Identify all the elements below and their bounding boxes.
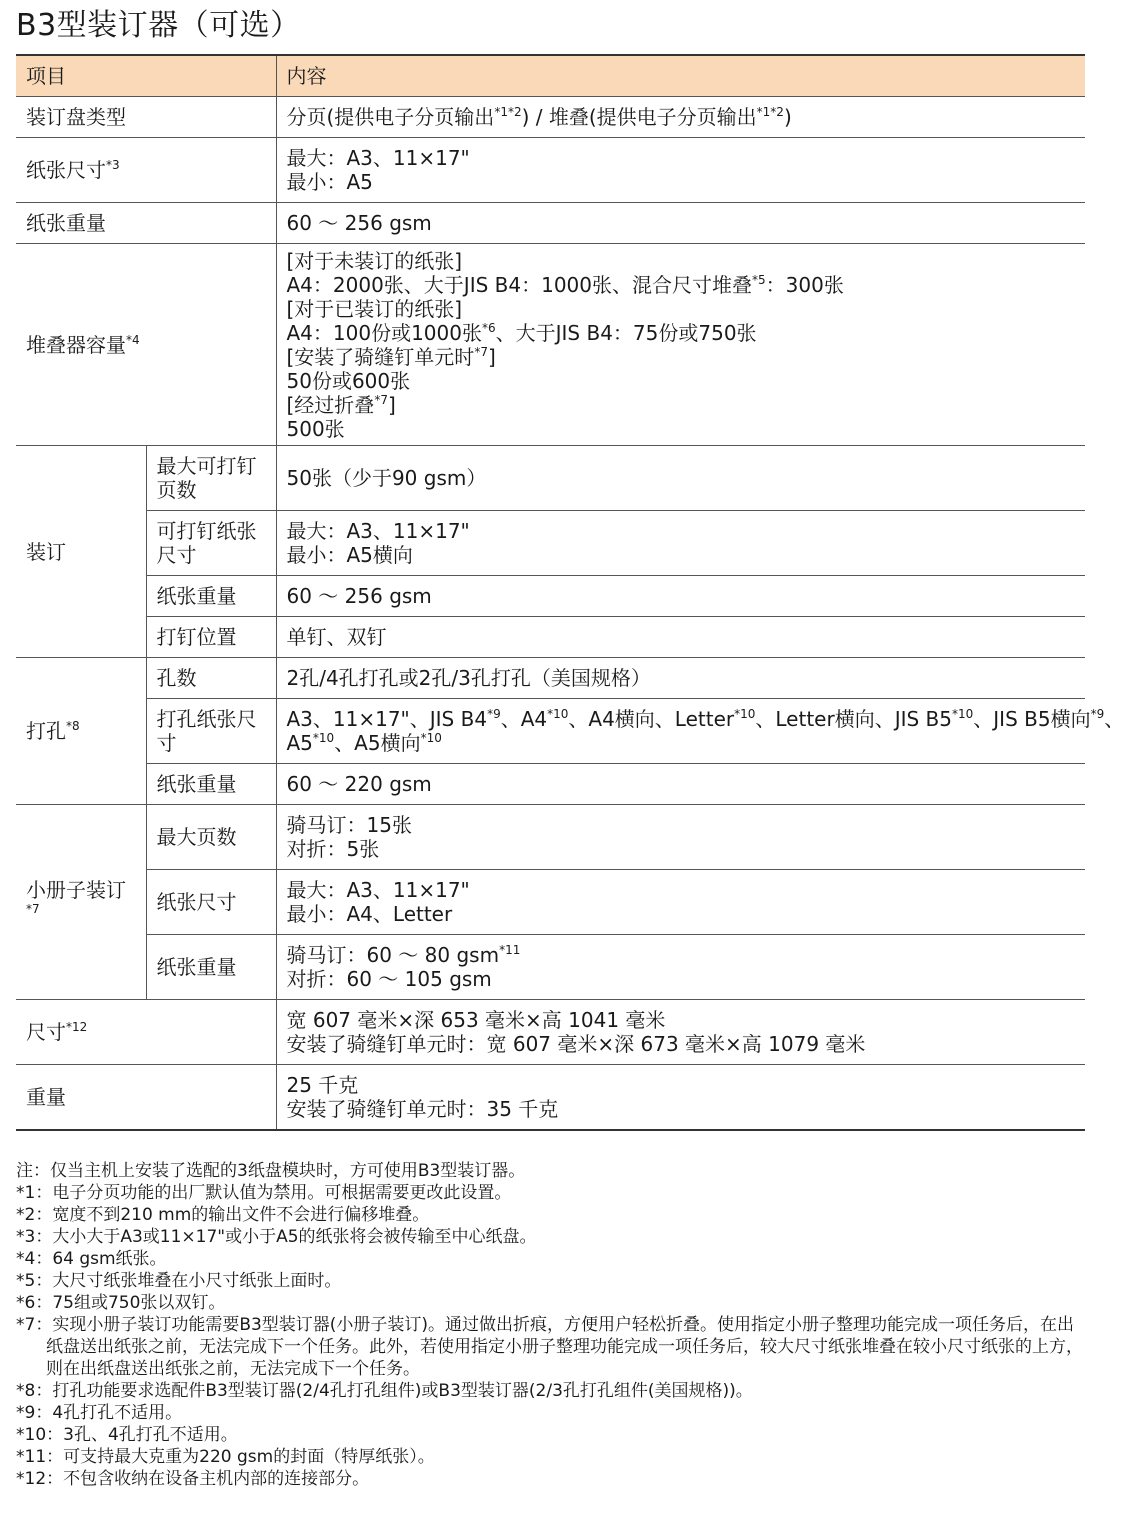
footnote: *10：3孔、4孔打孔不适用。 <box>16 1425 238 1445</box>
table-row <box>16 511 1085 576</box>
table-row <box>16 1000 1085 1065</box>
stapling-weight-label: 纸张重量 <box>146 576 276 617</box>
stapling-size-label: 可打钉纸张尺寸 <box>146 511 276 576</box>
tray-type-label: 装订盘类型 <box>16 97 276 138</box>
footnote: *2：宽度不到210 mm的输出文件不会进行偏移堆叠。 <box>16 1205 430 1225</box>
stapling-max-sheets-value: 50张（少于90 gsm） <box>276 446 1085 511</box>
punch-size-label: 打孔纸张尺寸 <box>146 699 276 764</box>
header-content: 内容 <box>276 55 1085 97</box>
header-item: 项目 <box>16 55 276 97</box>
footnote: *4：64 gsm纸张。 <box>16 1249 167 1269</box>
footnote: *9：4孔打孔不适用。 <box>16 1403 183 1423</box>
table-row <box>16 446 1085 511</box>
stacker-value: [对于未装订的纸张] A4：2000张、大于JIS B4：1000张、混合尺寸堆叠$^{*5}$：300张 [对于已装订的纸张] A4：100份或1000张$^{*6}$、大于JIS B4：75份或750张 [安装了骑缝钉单元时$^{*7}$] 50份或600张 [经过折叠$^{*7}$] 500张 <box>276 244 1085 446</box>
paper-size-label: 纸张尺寸$^{*3}$ <box>16 138 276 203</box>
punch-label: 打孔$^{*8}$ <box>16 658 146 805</box>
stapling-max-sheets-label: 最大可打钉页数 <box>146 446 276 511</box>
stacker-label: 堆叠器容量$^{*4}$ <box>16 244 276 446</box>
booklet-label: 小册子装订$^{*7}$ <box>16 805 146 1000</box>
punch-holes-label: 孔数 <box>146 658 276 699</box>
footnote: *3：大小大于A3或11×17"或小于A5的纸张将会被传输至中心纸盘。 <box>16 1227 537 1247</box>
table-row <box>16 244 1085 446</box>
tray-type-value: 分页(提供电子分页输出$^{*1*2}$) / 堆叠(提供电子分页输出$^{*1*2}$) <box>276 97 1085 138</box>
punch-weight-value: 60 ～ 220 gsm <box>276 764 1085 805</box>
paper-weight-label: 纸张重量 <box>16 203 276 244</box>
stapling-label: 装订 <box>16 446 146 658</box>
table-row <box>16 1065 1085 1131</box>
dimensions-label: 尺寸$^{*12}$ <box>16 1000 276 1065</box>
table-row <box>16 97 1085 138</box>
footnote: *5：大尺寸纸张堆叠在小尺寸纸张上面时。 <box>16 1271 342 1291</box>
stapling-weight-value: 60 ～ 256 gsm <box>276 576 1085 617</box>
footnotes <box>16 1160 1091 1490</box>
footnote: *6：75组或750张以双钉。 <box>16 1293 226 1313</box>
punch-holes-value: 2孔/4孔打孔或2孔/3孔打孔（美国规格） <box>276 658 1085 699</box>
table-row <box>16 764 1085 805</box>
weight-value: 25 千克 安装了骑缝钉单元时：35 千克 <box>276 1065 1085 1131</box>
booklet-weight-value: 骑马订：60 ～ 80 gsm$^{*11}$ 对折：60 ～ 105 gsm <box>276 935 1085 1000</box>
table-row <box>16 805 1085 870</box>
weight-label: 重量 <box>16 1065 276 1131</box>
booklet-size-label: 纸张尺寸 <box>146 870 276 935</box>
table-row <box>16 138 1085 203</box>
table-row <box>16 699 1085 764</box>
table-row <box>16 870 1085 935</box>
paper-size-value: 最大：A3、11×17" 最小：A5 <box>276 138 1085 203</box>
booklet-max-pages-value: 骑马订：15张 对折：5张 <box>276 805 1085 870</box>
paper-weight-value: 60 ～ 256 gsm <box>276 203 1085 244</box>
punch-weight-label: 纸张重量 <box>146 764 276 805</box>
table-row <box>16 658 1085 699</box>
stapling-position-label: 打钉位置 <box>146 617 276 658</box>
page-title: B3型装订器（可选） <box>16 8 301 43</box>
booklet-size-value: 最大：A3、11×17" 最小：A4、Letter <box>276 870 1085 935</box>
punch-size-value: A3、11×17"、JIS B4$^{*9}$、A4$^{*10}$、A4横向、Letter$^{*10}$、Letter横向、JIS B5$^{*10}$、JIS B5横向$^{*9}$、 A5$^{*10}$、A5横向$^{*10}$ <box>276 699 1085 764</box>
stapling-size-value: 最大：A3、11×17" 最小：A5横向 <box>276 511 1085 576</box>
table-row <box>16 617 1085 658</box>
footnote: *11：可支持最大克重为220 gsm的封面（特厚纸张）。 <box>16 1447 435 1467</box>
footnote: *8：打孔功能要求选配件B3型装订器(2/4孔打孔组件)或B3型装订器(2/3孔打孔组件(美国规格))。 <box>16 1381 753 1401</box>
table-row <box>16 203 1085 244</box>
booklet-weight-label: 纸张重量 <box>146 935 276 1000</box>
booklet-max-pages-label: 最大页数 <box>146 805 276 870</box>
footnote: *7：实现小册子装订功能需要B3型装订器(小册子装订)。通过做出折痕，方便用户轻松折叠。使用指定小册子整理功能完成一项任务后，在出纸盘送出纸张之前，无法完成下一个任务。此外，若使用指定小册子整理功能完成一项任务后，较大尺寸纸张堆叠在较小尺寸纸张的上方，则在出纸盘送出纸张之前，无法完成下一个任务。 <box>16 1315 1083 1379</box>
footnote: *12：不包含收纳在设备主机内部的连接部分。 <box>16 1469 370 1489</box>
table-header-row <box>16 55 1085 97</box>
spec-table <box>16 54 1124 1131</box>
footnote: *1：电子分页功能的出厂默认值为禁用。可根据需要更改此设置。 <box>16 1183 512 1203</box>
footnote: 注：仅当主机上安装了选配的3纸盘模块时，方可使用B3型装订器。 <box>16 1161 526 1181</box>
dimensions-value: 宽 607 毫米×深 653 毫米×高 1041 毫米 安装了骑缝钉单元时：宽 607 毫米×深 673 毫米×高 1079 毫米 <box>276 1000 1085 1065</box>
table-row <box>16 576 1085 617</box>
stapling-position-value: 单钉、双钉 <box>276 617 1085 658</box>
table-row <box>16 935 1085 1000</box>
